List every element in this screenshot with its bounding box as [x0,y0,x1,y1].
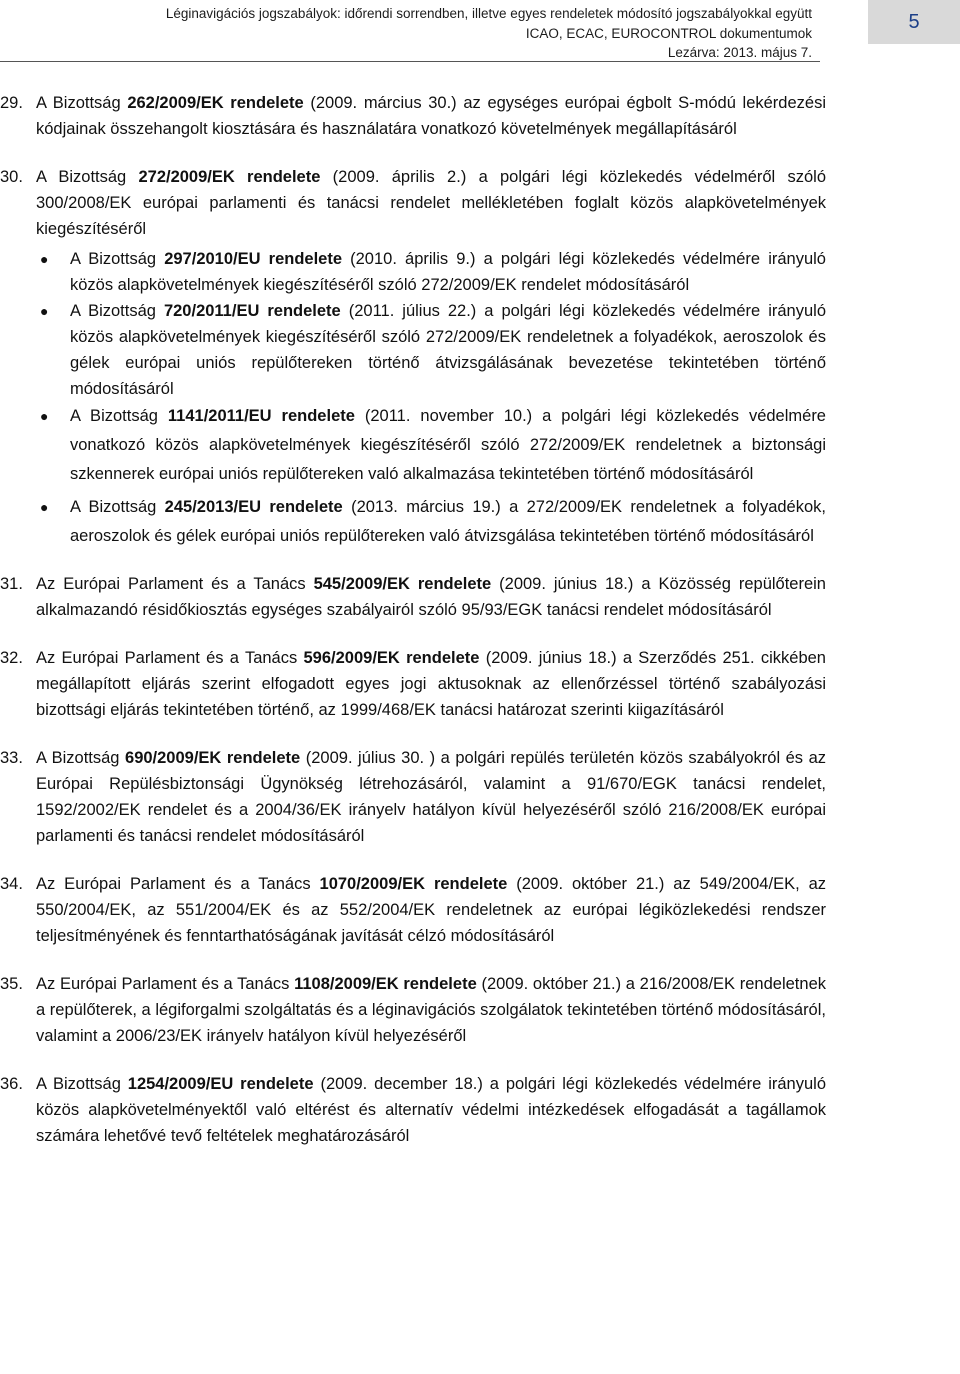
list-item [0,1071,827,1149]
amendment-item [40,493,826,551]
item-text: A Bizottság [36,749,126,767]
item-text: (2011. július 22.) a polgári légi közlekedés védelmére irányuló közös alapkövetelmények kiegészítéséről szóló 272/2009/EK rendeletnek a folyadékok, aeroszolok és gélek európai uniós repülőtereken történő átvizsgálásának bevezetése tekintetében történő módosításáról [70,302,826,398]
regulation-id: 262/2009/EK rendelete [127,94,304,112]
list-item [0,871,827,949]
list-item [0,745,827,849]
item-text: (2011. november 10.) a polgári légi közlekedés védelmére vonatkozó közös alapkövetelmények kiegészítéséről szóló 272/2009/EK rendeletnek a biztonsági szkennerek európai uniós repülőtereken való alkalmazása tekintetében történő módosításáról [70,407,826,483]
regulation-id: 545/2009/EK rendelete [313,575,492,593]
regulation-id: 690/2009/EK rendelete [125,749,301,767]
item-text: (2009. június 18.) a Szerződés 251. cikkében megállapított eljárás szerint elfogadott egyes jogi aktusoknak az ellenőrzéssel történő szabályozási bizottsági eljárás tekintetében történő, az 1999/468/EK tanácsi határozat szerinti kiigazításáról [36,649,826,719]
item-text: (2013. március 19.) a 272/2009/EK rendeletnek a folyadékok, aeroszolok és gélek európai uniós repülőtereken való átvizsgálása tekintetében történő módosításáról [70,498,826,545]
header-line-2: ICAO, ECAC, EUROCONTROL dokumentumok [525,25,812,41]
item-text: A Bizottság [36,168,139,186]
item-text: (2010. április 9.) a polgári légi közlekedés védelmére irányuló közös alapkövetelmények kiegészítéséről szóló 272/2009/EK rendelet módosításáról [70,250,826,294]
list-item [0,164,826,242]
item-text: Az Európai Parlament és a Tanács [36,875,320,893]
page-header [0,0,960,62]
regulation-id: 245/2013/EU rendelete [164,498,343,516]
item-text: A Bizottság [70,498,165,516]
item-text: Az Európai Parlament és a Tanács [36,575,314,593]
item-text: (2009. június 18.) a Közösség repülőterein alkalmazandó résidőkiosztás egységes szabályairól szóló 95/93/EGK tanácsi rendelet módosításáról [36,575,826,619]
header-line-1: Léginavigációs jogszabályok: időrendi sorrendben, illetve egyes rendeletek módosító jogszabályokkal együtt [165,6,812,21]
item-text: A Bizottság [70,250,165,268]
item-text: (2009. október 21.) a 216/2008/EK rendeletnek a repülőterek, a légiforgalmi szolgáltatás és a léginavigációs szolgálatok tekintetében történő módosításáról, valamint a 2006/23/EK irányelv hatályon kívül helyezéséről [36,975,826,1045]
page-number: 5 [868,0,960,44]
bullet-icon: ● [40,303,49,319]
list-item [0,571,826,623]
item-text: A Bizottság [70,302,164,320]
regulation-id: 272/2009/EK rendelete [138,168,321,186]
bullet-icon: ● [40,251,49,267]
regulation-id: 297/2010/EU rendelete [164,250,343,268]
list-item [0,971,826,1049]
item-text: A Bizottság [70,407,168,425]
amendment-item [40,402,826,489]
item-text: (2009. március 30.) az egységes európai égbolt S-módú lekérdezési kódjainak összehangolt kiosztására és használatára vonatkozó követelmények megállapításáról [36,94,826,138]
list-item [0,645,826,723]
amendment-item [40,246,826,298]
regulation-id: 1254/2009/EU rendelete [127,1075,314,1093]
bullet-icon: ● [40,499,49,515]
regulation-id: 1141/2011/EU rendelete [167,407,355,425]
list-item [0,90,826,142]
header-divider [0,61,820,62]
item-text: (2009. április 2.) a polgári légi közlekedés védelméről szóló 300/2008/EK európai parlamenti és tanácsi rendelet mellékletében foglalt közös alapkövetelmények kiegészítéséről [36,168,826,238]
item-number: 30. [0,168,23,186]
item-number: 29. [0,94,23,112]
regulation-id: 1108/2009/EK rendelete [294,975,477,993]
item-text: (2009. december 18.) a polgári légi közlekedés védelmére irányuló közös alapkövetelményektől való eltérést és alternatív védelmi intézkedések elfogadását a tagállamok számára lehetővé tevő feltételek meghatározásáról [36,1075,827,1145]
item-text: A Bizottság [36,94,128,112]
item-number: 33. [0,749,23,767]
item-number: 34. [0,875,23,893]
header-line-3: Lezárva: 2013. május 7. [667,45,812,60]
header-text [166,4,812,63]
item-number: 35. [0,975,23,993]
item-text: A Bizottság [36,1075,128,1093]
regulation-id: 720/2011/EU rendelete [163,302,341,320]
regulation-id: 596/2009/EK rendelete [303,649,480,667]
regulation-id: 1070/2009/EK rendelete [319,875,508,893]
item-text: (2009. július 30. ) a polgári repülés területén közös szabályokról és az Európai Repülésbiztonsági Ügynökség létrehozásáról, valamint a 91/670/EGK tanácsi rendelet, 1592/2002/EK rendelet és a 2004/36/EK irányelv hatályon kívül helyezéséről szóló 216/2008/EK európai parlamenti és tanácsi rendelet módosításáról [36,749,827,845]
bullet-icon: ● [40,408,49,424]
amendment-item [40,298,826,402]
item-number: 36. [0,1075,23,1093]
item-text: Az Európai Parlament és a Tanács [36,975,295,993]
item-number: 32. [0,649,23,667]
item-text: (2009. október 21.) az 549/2004/EK, az 550/2004/EK, az 551/2004/EK és az 552/2004/EK rendeletnek az európai légiközlekedési rendszer teljesítményének és fenntarthatóságának javítását célzó módosításáról [36,875,827,945]
item-text: Az Európai Parlament és a Tanács [36,649,304,667]
item-number: 31. [0,575,23,593]
document-body [0,90,960,1171]
amendment-list [36,246,960,551]
